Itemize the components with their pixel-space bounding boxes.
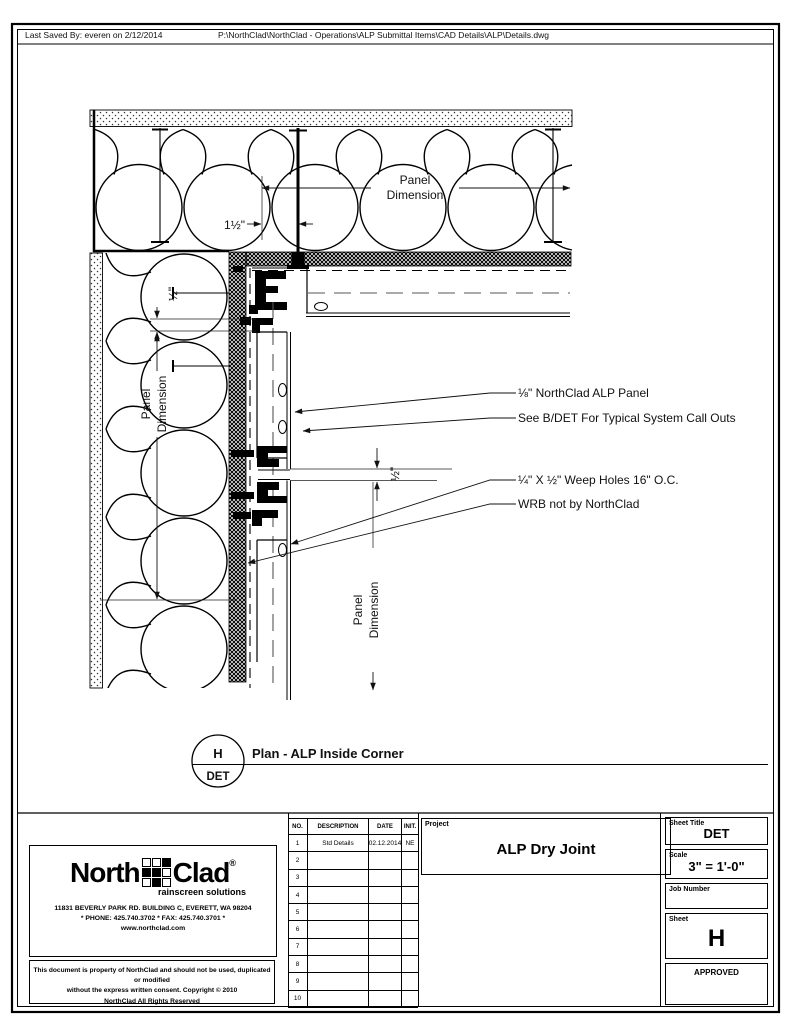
sheet-box xyxy=(665,913,768,959)
rev-row-init xyxy=(402,887,418,904)
project-label: Project xyxy=(425,821,449,828)
rev-row-description xyxy=(308,887,369,904)
sheathing-top xyxy=(90,110,572,127)
header-file-path: P:\NorthClad\NorthClad - Operations\ALP Submittal Items\CAD Details\ALP\Details.dwg xyxy=(218,30,550,40)
extrusion-corner xyxy=(255,271,287,310)
project-name: ALP Dry Joint xyxy=(496,841,596,858)
company-logo-box xyxy=(29,845,277,957)
rev-row-init xyxy=(402,852,418,869)
rev-row-date xyxy=(369,991,402,1008)
rev-row-description xyxy=(308,991,369,1008)
detail-title: Plan - ALP Inside Corner xyxy=(252,746,404,761)
rev-row-description xyxy=(308,904,369,921)
rev-header-no: NO. xyxy=(288,819,308,835)
logo-north: North xyxy=(70,856,140,888)
dim-panel-bottom-2: Dimension xyxy=(367,581,381,639)
insulation-left xyxy=(103,253,230,688)
sheet-label: Sheet xyxy=(669,916,689,923)
rev-row-date: 02.12.2014 xyxy=(369,835,402,852)
rev-row-description xyxy=(308,956,369,973)
rev-row-description: Std Details xyxy=(308,835,369,852)
rev-header-init: INIT. xyxy=(402,819,418,835)
job-number-label: Job Number xyxy=(669,886,710,893)
company-address xyxy=(30,904,276,935)
annotation-leaders xyxy=(248,393,516,563)
rev-row-no: 6 xyxy=(288,921,308,938)
dim-panel-left-2: Dimension xyxy=(155,375,169,433)
rev-row-date xyxy=(369,973,402,990)
annotation-system-callouts: See B/DET For Typical System Call Outs xyxy=(518,411,736,425)
rev-row-no: 2 xyxy=(288,852,308,869)
rev-row-init xyxy=(402,904,418,921)
logo-registered-mark: ® xyxy=(229,858,236,868)
annotation-wrb: WRB not by NorthClad xyxy=(518,497,640,511)
dim-half-top: ½" xyxy=(166,286,180,302)
weep-hole-1 xyxy=(279,384,287,397)
rev-row-init xyxy=(402,921,418,938)
dim-panel-top-2: Dimension xyxy=(386,188,444,202)
rev-row-init xyxy=(402,939,418,956)
rev-row-date xyxy=(369,939,402,956)
titleblock-divider-2 xyxy=(418,813,419,1007)
dim-half-mid: ½" xyxy=(388,466,402,482)
dim-panel-left-1: Panel xyxy=(139,388,153,420)
project-box xyxy=(421,818,671,875)
wrb-hatch-left xyxy=(229,252,246,682)
titleblock xyxy=(17,813,774,1007)
sheet-title-value: DET xyxy=(703,826,730,841)
annotation-text xyxy=(518,386,736,511)
header-strip xyxy=(25,30,549,40)
rev-header-date: DATE xyxy=(369,819,402,835)
insulation-top xyxy=(95,127,572,253)
phone-fax-line: * PHONE: 425.740.3702 * FAX: 425.740.3701 * xyxy=(80,915,226,923)
dim-panel-top-1: Panel xyxy=(399,173,431,187)
revision-table xyxy=(288,818,418,1007)
sheet-title-label: Sheet Title xyxy=(669,820,705,827)
rev-row-date xyxy=(369,904,402,921)
rev-row-date xyxy=(369,870,402,887)
dim-panel-bottom-1: Panel xyxy=(351,594,365,626)
rev-row-no: 7 xyxy=(288,939,308,956)
approved-label: APPROVED xyxy=(694,968,739,977)
rev-row-date xyxy=(369,921,402,938)
rev-row-description xyxy=(308,973,369,990)
sheet-value: H xyxy=(707,925,726,952)
copyright-line-3: NorthClad All Rights Reserved xyxy=(104,997,200,1005)
northclad-logo xyxy=(30,858,276,887)
copyright-box xyxy=(29,960,275,1004)
callout-letter: H xyxy=(213,746,223,761)
logo-clad: Clad xyxy=(172,856,230,888)
rev-row-no: 1 xyxy=(288,835,308,852)
rev-row-no: 9 xyxy=(288,973,308,990)
copyright-line-2: without the express written consent. Copyright © 2010 xyxy=(66,987,238,995)
rev-row-init: NE xyxy=(402,835,418,852)
dim-1-1-2: 1½" xyxy=(224,218,245,232)
rev-row-init xyxy=(402,991,418,1008)
rev-row-init xyxy=(402,973,418,990)
copyright-line-1: This document is property of NorthClad and should not be used, duplicated or modified xyxy=(33,967,271,985)
rev-row-description xyxy=(308,921,369,938)
rev-row-init xyxy=(402,956,418,973)
rev-header-description: DESCRIPTION xyxy=(308,819,369,835)
address-line: 11831 BEVERLY PARK RD. BUILDING C, EVERETT, WA 98204 xyxy=(54,905,252,912)
annotation-alp-panel: ⅛" NorthClad ALP Panel xyxy=(518,386,649,400)
rev-row-description xyxy=(308,870,369,887)
logo-grid-icon xyxy=(142,858,171,887)
scale-value: 3" = 1'-0" xyxy=(688,859,745,874)
rev-row-no: 3 xyxy=(288,870,308,887)
scale-box xyxy=(665,849,768,879)
rev-row-no: 4 xyxy=(288,887,308,904)
sheet-title-box xyxy=(665,817,768,845)
rev-row-init xyxy=(402,870,418,887)
header-last-saved: Last Saved By: everen on 2/12/2014 xyxy=(25,30,163,40)
callout-sheet: DET xyxy=(206,771,230,783)
detail-callout xyxy=(192,735,768,787)
rev-row-date xyxy=(369,852,402,869)
website-line: www.northclad.com xyxy=(120,925,186,933)
rev-row-description xyxy=(308,852,369,869)
rev-row-date xyxy=(369,887,402,904)
weep-hole-2 xyxy=(279,421,287,434)
rev-row-no: 10 xyxy=(288,991,308,1008)
rev-row-description xyxy=(308,939,369,956)
sheathing-left xyxy=(90,253,103,688)
rev-row-no: 5 xyxy=(288,904,308,921)
annotation-weep-holes: ¼" X ½" Weep Holes 16" O.C. xyxy=(518,473,679,487)
rev-row-no: 8 xyxy=(288,956,308,973)
weep-hole-top xyxy=(315,303,328,311)
approved-box xyxy=(665,963,768,1005)
scale-label: Scale xyxy=(669,852,688,859)
logo-tagline: rainscreen solutions xyxy=(157,887,246,897)
rev-row-date xyxy=(369,956,402,973)
job-number-box xyxy=(665,883,768,909)
